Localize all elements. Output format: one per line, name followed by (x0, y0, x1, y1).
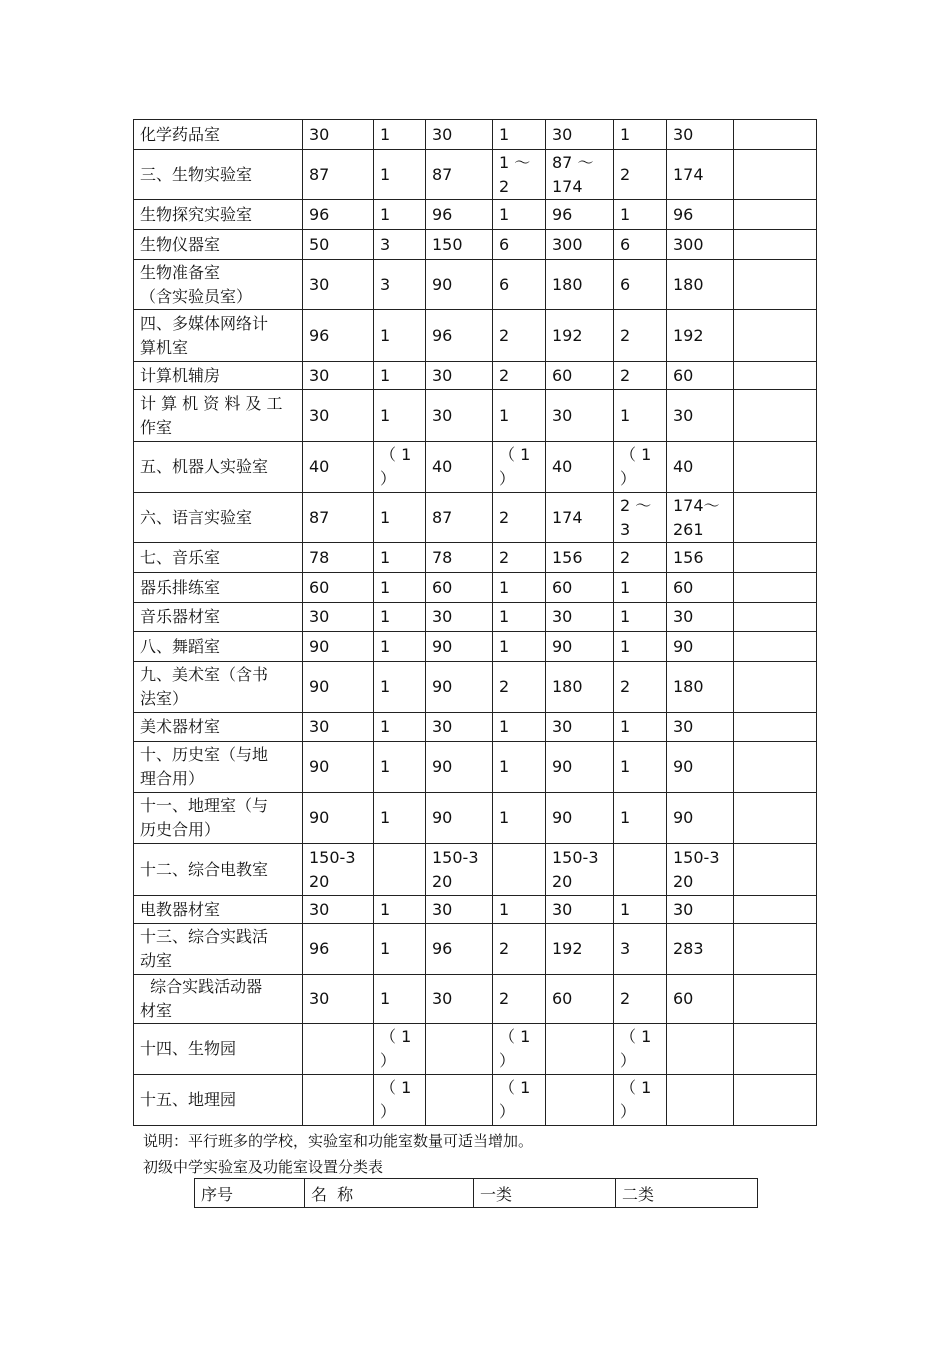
table-cell: （ 1 ） (614, 1075, 667, 1126)
table-cell: 87 ～ 174 (546, 150, 614, 200)
table-cell (734, 230, 817, 260)
table-cell: 156 (667, 543, 734, 573)
table-cell: （ 1 ） (493, 1075, 546, 1126)
room-name-cell: 生物仪器室 (134, 230, 303, 260)
table-cell (734, 493, 817, 543)
table-cell: 2 (614, 150, 667, 200)
table-cell (734, 603, 817, 632)
table-cell: 96 (303, 924, 374, 975)
table-cell: 180 (667, 260, 734, 310)
table-cell: 30 (667, 120, 734, 150)
table-cell (734, 1024, 817, 1075)
room-name-cell: 电教器材室 (134, 896, 303, 924)
table-cell (734, 924, 817, 975)
table-cell: 50 (303, 230, 374, 260)
table-cell: 30 (546, 390, 614, 442)
table-cell: 1 (374, 150, 426, 200)
room-name-cell: 三、生物实验室 (134, 150, 303, 200)
table-cell: 1 (493, 742, 546, 793)
table-row (134, 603, 817, 632)
table-cell: 30 (546, 120, 614, 150)
table-cell: 90 (546, 742, 614, 793)
table-cell: 40 (546, 442, 614, 493)
table-cell: 300 (546, 230, 614, 260)
room-name-cell: 生物准备室 （含实验员室） (134, 260, 303, 310)
table-cell: 1 (374, 632, 426, 662)
table-cell: （ 1 ） (614, 442, 667, 493)
table-cell: 1 (374, 603, 426, 632)
table-cell (734, 1075, 817, 1126)
table-cell: 30 (303, 603, 374, 632)
table-cell (734, 310, 817, 362)
table-cell (734, 260, 817, 310)
table-cell: 78 (303, 543, 374, 573)
table-cell: （ 1 ） (374, 1024, 426, 1075)
table-cell: 2 (493, 975, 546, 1024)
table-cell (493, 844, 546, 896)
table-row (134, 230, 817, 260)
room-name-cell: 十二、综合电教室 (134, 844, 303, 896)
table-cell: 90 (303, 662, 374, 713)
table-cell: 1 (493, 632, 546, 662)
table-cell: 90 (667, 632, 734, 662)
table-cell: 1 (374, 793, 426, 844)
table-cell: 1 (614, 896, 667, 924)
table-cell (734, 573, 817, 603)
table-cell: 6 (493, 230, 546, 260)
table-cell: 30 (426, 120, 493, 150)
table-cell: 90 (303, 742, 374, 793)
room-name-cell: 七、音乐室 (134, 543, 303, 573)
table-cell: 1 (614, 793, 667, 844)
table-cell: 30 (667, 713, 734, 742)
table-row (134, 120, 817, 150)
room-name-cell: 十五、地理园 (134, 1075, 303, 1126)
table-cell: 1 (374, 390, 426, 442)
table-cell: 2 (614, 662, 667, 713)
table-cell: 300 (667, 230, 734, 260)
table-cell: （ 1 ） (614, 1024, 667, 1075)
table-cell (734, 442, 817, 493)
table-cell: 6 (614, 260, 667, 310)
table-cell: 90 (667, 793, 734, 844)
table-cell: （ 1 ） (374, 1075, 426, 1126)
table-cell: 90 (303, 793, 374, 844)
table-row (134, 442, 817, 493)
table-cell: 30 (303, 713, 374, 742)
table-cell (546, 1075, 614, 1126)
table-cell: 30 (426, 390, 493, 442)
table-cell: 96 (303, 310, 374, 362)
table-row (134, 493, 817, 543)
table-row (134, 662, 817, 713)
table-cell: 1 (374, 924, 426, 975)
table-cell: 40 (426, 442, 493, 493)
room-name-cell: 计算机辅房 (134, 362, 303, 390)
note-text: 说明：平行班多的学校，实验室和功能室数量可适当增加。 (143, 1132, 534, 1150)
table-row (134, 632, 817, 662)
table-cell: 60 (546, 975, 614, 1024)
table-cell (734, 120, 817, 150)
table-cell: 60 (667, 362, 734, 390)
table-cell (374, 844, 426, 896)
room-name-cell: 四、多媒体网络计 算机室 (134, 310, 303, 362)
table-cell: 87 (303, 150, 374, 200)
table-cell: 3 (374, 260, 426, 310)
table-cell: 87 (426, 150, 493, 200)
table-cell: 30 (426, 362, 493, 390)
table-cell: 96 (426, 310, 493, 362)
table-row (134, 793, 817, 844)
table-cell: 87 (426, 493, 493, 543)
table-cell: 1 (374, 742, 426, 793)
table-cell: 1 (614, 603, 667, 632)
table-row (134, 260, 817, 310)
table-cell: 1 ～ 2 (493, 150, 546, 200)
table-cell: 6 (493, 260, 546, 310)
table-cell: （ 1 ） (493, 1024, 546, 1075)
table-cell: 2 (493, 310, 546, 362)
table-cell (734, 793, 817, 844)
table-cell: 1 (614, 120, 667, 150)
table-cell: 1 (614, 632, 667, 662)
table-cell: 90 (303, 632, 374, 662)
table-cell: 283 (667, 924, 734, 975)
table-cell: 2 (614, 543, 667, 573)
room-name-cell: 美术器材室 (134, 713, 303, 742)
table-cell (734, 362, 817, 390)
table-cell: 1 (374, 543, 426, 573)
table-cell: 60 (546, 362, 614, 390)
header-cell: 名 称 (305, 1179, 474, 1208)
table-cell: 30 (303, 362, 374, 390)
table-row (134, 1024, 817, 1075)
table-cell: 6 (614, 230, 667, 260)
table-cell: 90 (667, 742, 734, 793)
table-cell (734, 200, 817, 230)
table-cell: 1 (493, 793, 546, 844)
table-cell (426, 1075, 493, 1126)
table-cell: 2 (493, 924, 546, 975)
table-header-row (195, 1179, 758, 1208)
table-cell: 30 (546, 896, 614, 924)
table-cell: 1 (614, 713, 667, 742)
table-cell: 192 (546, 310, 614, 362)
table-cell: 60 (667, 573, 734, 603)
table-cell: 40 (303, 442, 374, 493)
table-cell: 96 (426, 200, 493, 230)
table-cell: 60 (546, 573, 614, 603)
table-cell: 1 (493, 200, 546, 230)
table-cell: （ 1 ） (493, 442, 546, 493)
table-cell: 96 (667, 200, 734, 230)
table-cell (734, 543, 817, 573)
table-cell: 90 (426, 793, 493, 844)
table-cell: 30 (546, 603, 614, 632)
table-cell: 3 (614, 924, 667, 975)
room-name-cell: 十、历史室（与地 理合用） (134, 742, 303, 793)
room-name-cell: 音乐器材室 (134, 603, 303, 632)
table-row (134, 200, 817, 230)
room-name-cell: 十一、地理室（与 历史合用） (134, 793, 303, 844)
table-cell: 40 (667, 442, 734, 493)
table-cell: 150-3 20 (667, 844, 734, 896)
table-cell: 90 (546, 793, 614, 844)
table-cell (734, 975, 817, 1024)
table-cell (734, 662, 817, 713)
table-cell: 90 (546, 632, 614, 662)
table-cell: 174 (546, 493, 614, 543)
table-cell: 2 (493, 362, 546, 390)
table-cell: 1 (374, 362, 426, 390)
table-row (134, 924, 817, 975)
table-cell: 30 (667, 896, 734, 924)
table-cell: 2 ～ 3 (614, 493, 667, 543)
table-cell: 30 (546, 713, 614, 742)
table-cell: 60 (667, 975, 734, 1024)
table-cell: 30 (303, 975, 374, 1024)
header-cell: 二类 (616, 1179, 758, 1208)
table-cell: 30 (426, 896, 493, 924)
table-cell (734, 844, 817, 896)
table-row (134, 362, 817, 390)
table-cell: 1 (493, 120, 546, 150)
table-cell: 174 (667, 150, 734, 200)
table-cell: 3 (374, 230, 426, 260)
table-cell: 1 (614, 742, 667, 793)
table-cell: 30 (303, 260, 374, 310)
table-cell (734, 632, 817, 662)
table-cell: （ 1 ） (374, 442, 426, 493)
room-name-cell: 计 算 机 资 料 及 工 作室 (134, 390, 303, 442)
room-name-cell: 生物探究实验室 (134, 200, 303, 230)
table-cell: 1 (374, 573, 426, 603)
table-cell: 180 (667, 662, 734, 713)
table-row (134, 573, 817, 603)
table-cell (734, 896, 817, 924)
table-cell: 90 (426, 662, 493, 713)
table-cell: 192 (546, 924, 614, 975)
table-cell: 30 (426, 603, 493, 632)
table-cell (734, 390, 817, 442)
table-cell (734, 713, 817, 742)
table-cell: 60 (426, 573, 493, 603)
lab-room-table (133, 119, 817, 1126)
table-row (134, 1075, 817, 1126)
table-cell: 2 (493, 493, 546, 543)
table-cell: 1 (614, 200, 667, 230)
room-name-cell: 十三、综合实践活 动室 (134, 924, 303, 975)
table-cell: 87 (303, 493, 374, 543)
table-cell: 30 (303, 896, 374, 924)
table-cell (667, 1075, 734, 1126)
room-name-cell: 化学药品室 (134, 120, 303, 150)
table-cell: 1 (374, 975, 426, 1024)
table-cell: 150 (426, 230, 493, 260)
table-cell: 2 (614, 310, 667, 362)
section-title: 初级中学实验室及功能室设置分类表 (143, 1158, 384, 1176)
table-row (134, 310, 817, 362)
table-cell: 1 (374, 200, 426, 230)
table-cell: 1 (614, 390, 667, 442)
table-cell: 60 (303, 573, 374, 603)
table-cell: 180 (546, 662, 614, 713)
header-cell: 一类 (474, 1179, 616, 1208)
room-name-cell: 八、舞蹈室 (134, 632, 303, 662)
table-cell: 1 (374, 662, 426, 713)
table-cell (303, 1075, 374, 1126)
table-cell: 192 (667, 310, 734, 362)
table-cell (734, 742, 817, 793)
table-cell: 1 (374, 310, 426, 362)
table-cell: 1 (374, 493, 426, 543)
table-cell: 180 (546, 260, 614, 310)
room-name-cell: 综合实践活动器 材室 (134, 975, 303, 1024)
room-name-cell: 六、语言实验室 (134, 493, 303, 543)
header-cell: 序号 (195, 1179, 305, 1208)
table-cell: 2 (614, 362, 667, 390)
table-cell: 30 (667, 390, 734, 442)
table-cell: 1 (493, 713, 546, 742)
table-cell: 90 (426, 742, 493, 793)
table-cell: 1 (374, 896, 426, 924)
table-cell: 2 (614, 975, 667, 1024)
table-cell: 1 (493, 896, 546, 924)
table-cell: 96 (303, 200, 374, 230)
room-name-cell: 十四、生物园 (134, 1024, 303, 1075)
table-cell: 30 (303, 120, 374, 150)
table-cell: 156 (546, 543, 614, 573)
table-row (134, 742, 817, 793)
table-cell: 90 (426, 632, 493, 662)
table-cell: 150-3 20 (303, 844, 374, 896)
table-cell: 1 (493, 573, 546, 603)
room-name-cell: 五、机器人实验室 (134, 442, 303, 493)
table-cell: 90 (426, 260, 493, 310)
table-cell: 2 (493, 543, 546, 573)
table-cell: 2 (493, 662, 546, 713)
table-cell: 96 (426, 924, 493, 975)
table-cell: 1 (493, 603, 546, 632)
table-cell: 174～ 261 (667, 493, 734, 543)
table-cell: 1 (614, 573, 667, 603)
table-cell: 150-3 20 (426, 844, 493, 896)
table-cell: 30 (303, 390, 374, 442)
table-row (134, 150, 817, 200)
table-cell: 150-3 20 (546, 844, 614, 896)
table-cell (734, 150, 817, 200)
table-cell: 1 (374, 120, 426, 150)
table-row (134, 543, 817, 573)
table-cell: 96 (546, 200, 614, 230)
table-cell (614, 844, 667, 896)
table-cell: 30 (426, 713, 493, 742)
table-row (134, 896, 817, 924)
classification-table (194, 1178, 758, 1208)
room-name-cell: 九、美术室（含书 法室） (134, 662, 303, 713)
table-row (134, 975, 817, 1024)
table-cell (303, 1024, 374, 1075)
table-cell: 30 (426, 975, 493, 1024)
table-cell (546, 1024, 614, 1075)
table-cell: 78 (426, 543, 493, 573)
table-cell: 30 (667, 603, 734, 632)
table-row (134, 844, 817, 896)
table-cell: 1 (374, 713, 426, 742)
table-row (134, 390, 817, 442)
table-cell: 1 (493, 390, 546, 442)
table-cell (667, 1024, 734, 1075)
table-row (134, 713, 817, 742)
room-name-cell: 器乐排练室 (134, 573, 303, 603)
table-cell (426, 1024, 493, 1075)
